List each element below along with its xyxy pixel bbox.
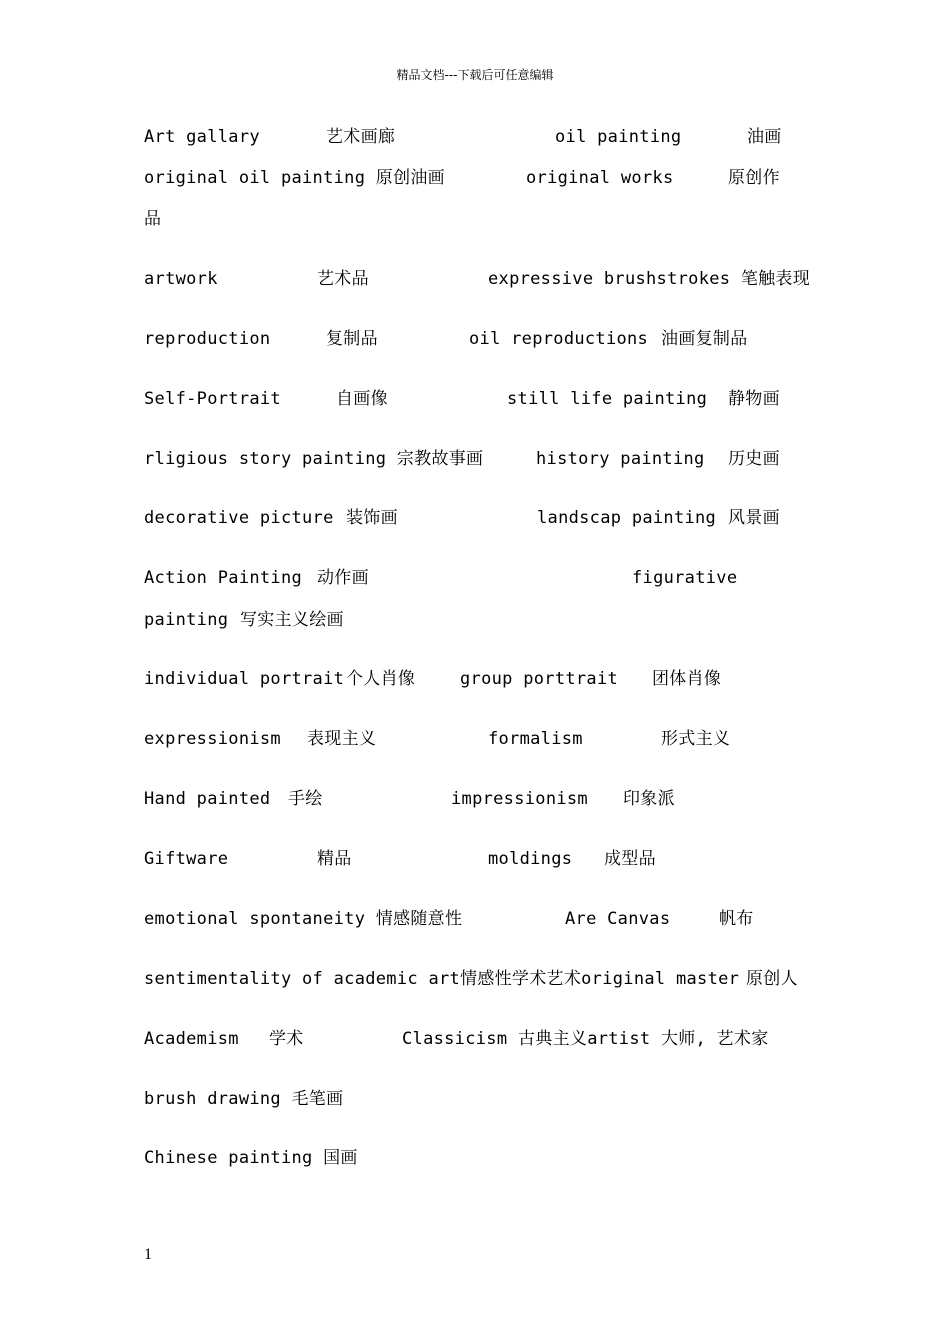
term-en: individual portrait bbox=[144, 669, 345, 689]
term-en: moldings bbox=[488, 849, 573, 869]
term-zh: 手绘 bbox=[288, 789, 323, 809]
term-zh: 历史画 bbox=[728, 449, 780, 469]
term-en: Giftware bbox=[144, 849, 229, 869]
term-zh: 古典主义artist 大师, 艺术家 bbox=[518, 1029, 769, 1049]
term-en: rligious story painting 宗教故事画 bbox=[144, 449, 484, 469]
term-en: Academism bbox=[144, 1029, 239, 1049]
term-en: group porttrait bbox=[460, 669, 619, 689]
term-zh: 油画 bbox=[747, 127, 782, 147]
term-en: decorative picture bbox=[144, 508, 334, 528]
term-en: painting bbox=[144, 610, 229, 630]
term-zh: 原创作 bbox=[728, 168, 780, 188]
term-en: figurative bbox=[632, 568, 738, 588]
term-zh: 团体肖像 bbox=[652, 669, 722, 689]
term-en: Classicism bbox=[402, 1029, 508, 1049]
term-en: Are Canvas bbox=[565, 909, 671, 929]
term-en: formalism bbox=[488, 729, 583, 749]
term-zh: 复制品 bbox=[326, 329, 378, 349]
term-en: history painting bbox=[536, 449, 705, 469]
term-zh: 个人肖像 bbox=[346, 669, 416, 689]
term-zh: 表现主义 bbox=[307, 729, 377, 749]
term-zh: 精品 bbox=[317, 849, 352, 869]
term-zh: 艺术画廊 bbox=[326, 127, 396, 147]
term-en: oil painting bbox=[555, 127, 682, 147]
term-zh: 静物画 bbox=[728, 389, 780, 409]
term-zh: 风景画 bbox=[728, 508, 780, 528]
term-zh: 油画复制品 bbox=[661, 329, 748, 349]
term-en: Chinese painting 国画 bbox=[144, 1148, 358, 1168]
term-en: oil reproductions bbox=[469, 329, 649, 349]
term-en: expressive brushstrokes 笔触表现 bbox=[488, 269, 811, 289]
page-number: 1 bbox=[144, 1246, 152, 1263]
term-zh: 写实主义绘画 bbox=[240, 610, 344, 630]
term-en: brush drawing 毛笔画 bbox=[144, 1089, 344, 1109]
page-header: 精品文档---下载后可任意编辑 bbox=[396, 68, 554, 82]
term-zh: 自画像 bbox=[336, 389, 388, 409]
term-en: original oil painting 原创油画 bbox=[144, 168, 445, 188]
term-zh: 品 bbox=[144, 209, 162, 229]
term-en: reproduction bbox=[144, 329, 271, 349]
term-en: Self-Portrait bbox=[144, 389, 281, 409]
term-zh: 动作画 bbox=[317, 568, 369, 588]
term-en: Action Painting bbox=[144, 568, 303, 588]
term-zh: 学术 bbox=[269, 1029, 304, 1049]
term-en: landscap painting bbox=[537, 508, 717, 528]
term-zh: 帆布 bbox=[719, 909, 754, 929]
term-zh: 形式主义 bbox=[661, 729, 731, 749]
term-zh: 装饰画 bbox=[346, 508, 398, 528]
term-zh: 成型品 bbox=[604, 849, 656, 869]
term-en: Art gallary bbox=[144, 127, 260, 147]
term-en: Hand painted bbox=[144, 789, 271, 809]
term-en: still life painting bbox=[507, 389, 708, 409]
term-zh: 原创人 bbox=[746, 969, 798, 989]
term-en: impressionism bbox=[451, 789, 588, 809]
term-en: expressionism bbox=[144, 729, 281, 749]
term-zh: 艺术品 bbox=[317, 269, 369, 289]
term-en: original works bbox=[526, 168, 674, 188]
term-en: sentimentality of academic art情感性学术艺术original master bbox=[144, 969, 740, 989]
term-zh: 印象派 bbox=[623, 789, 675, 809]
term-en: emotional spontaneity 情感随意性 bbox=[144, 909, 463, 929]
term-en: artwork bbox=[144, 269, 218, 289]
